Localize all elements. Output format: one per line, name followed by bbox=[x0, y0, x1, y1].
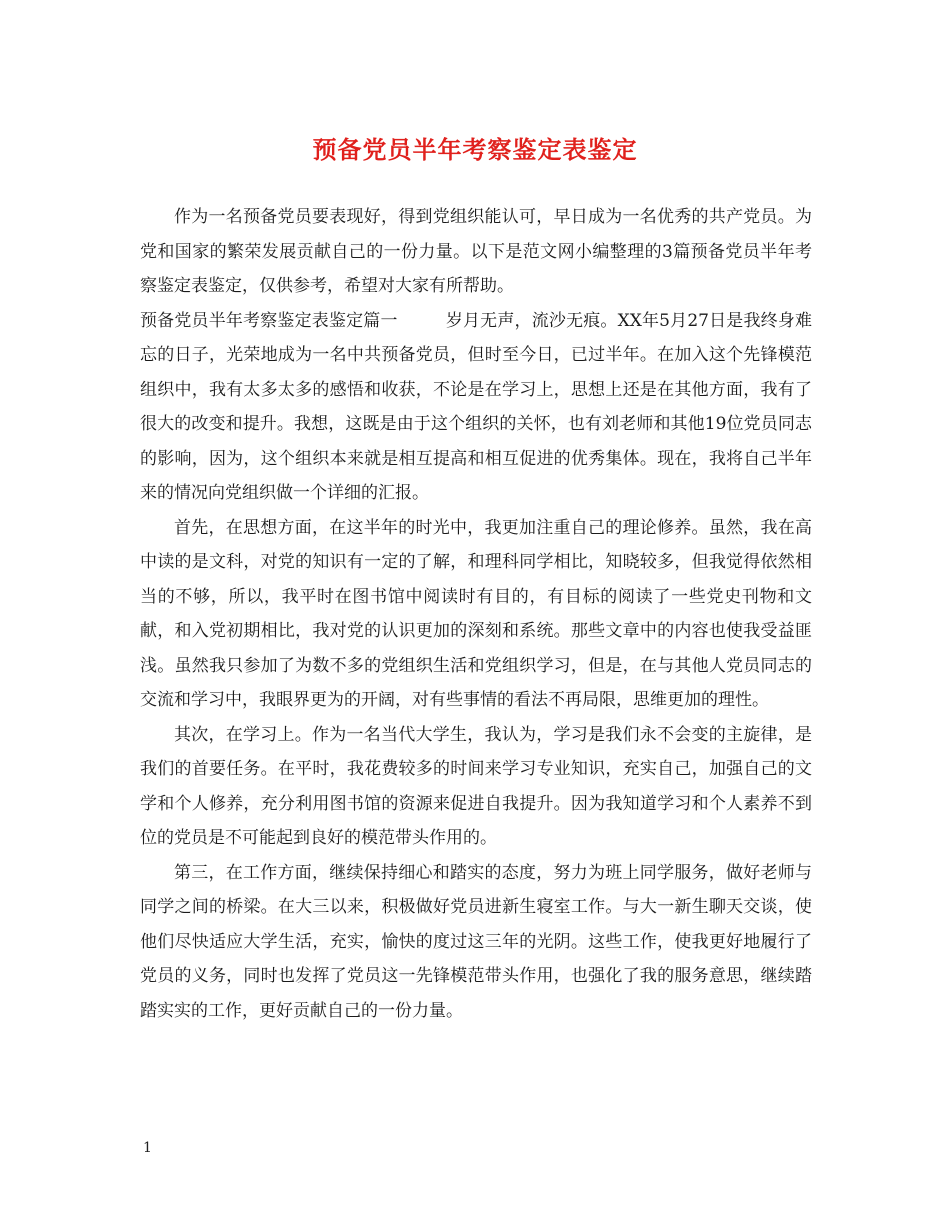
document-title: 预备党员半年考察鉴定表鉴定 bbox=[312, 135, 638, 164]
section-one-text: 岁月无声，流沙无痕。XX年5月27日是我终身难忘的日子，光荣地成为一名中共预备党员，但时至今日，已过半年。在加入这个先锋模范组织中，我有太多太多的感悟和收获，不论是在学习上，思想上还是在其他方面，我有了很大的改变和提升。我想，这既是由于这个组织的关怀，也有刘老师和其他19位党员同志的影响，因为，这个组织本来就是相互提高和相互促进的优秀集体。现在，我将自己半年来的情况向党组织做一个详细的汇报。 bbox=[140, 310, 813, 503]
section-one-paragraph bbox=[140, 304, 812, 511]
study-paragraph: 其次，在学习上。作为一名当代大学生，我认为，学习是我们永不会变的主旋律，是我们的首要任务。在平时，我花费较多的时间来学习专业知识，充实自己，加强自己的文学和个人修养，充分利用图书馆的资源来促进自我提升。因为我知道学习和个人素养不到位的党员是不可能起到良好的模范带头作用的。 bbox=[140, 724, 812, 848]
thought-paragraph: 首先，在思想方面，在这半年的时光中，我更加注重自己的理论修养。虽然，我在高中读的是文科，对党的知识有一定的了解，和理科同学相比，知晓较多，但我觉得依然相当的不够，所以，我平时在图书馆中阅读时有目的，有目标的阅读了一些党史刊物和文献，和入党初期相比，我对党的认识更加的深刻和系统。那些文章中的内容也使我受益匪浅。虽然我只参加了为数不多的党组织生活和党组织学习，但是，在与其他人党员同志的交流和学习中，我眼界更为的开阔，对有些事情的看法不再局限，思维更加的理性。 bbox=[140, 517, 812, 710]
section-one-heading: 预备党员半年考察鉴定表鉴定篇一 bbox=[140, 310, 398, 331]
work-paragraph: 第三，在工作方面，继续保持细心和踏实的态度，努力为班上同学服务，做好老师与同学之间的桥梁。在大三以来，积极做好党员进新生寝室工作。与大一新生聊天交谈，使他们尽快适应大学生活，充实，愉快的度过这三年的光阴。这些工作，使我更好地履行了党员的义务，同时也发挥了党员这一先锋模范带头作用，也强化了我的服务意思，继续踏踏实实的工作，更好贡献自己的一份力量。 bbox=[140, 862, 812, 1021]
document-body bbox=[140, 200, 812, 1028]
intro-paragraph: 作为一名预备党员要表现好，得到党组织能认可，早日成为一名优秀的共产党员。为党和国家的繁荣发展贡献自己的一份力量。以下是范文网小编整理的3篇预备党员半年考察鉴定表鉴定，仅供参考，希望对大家有所帮助。 bbox=[140, 207, 812, 296]
page-number: 1 bbox=[143, 1140, 152, 1156]
